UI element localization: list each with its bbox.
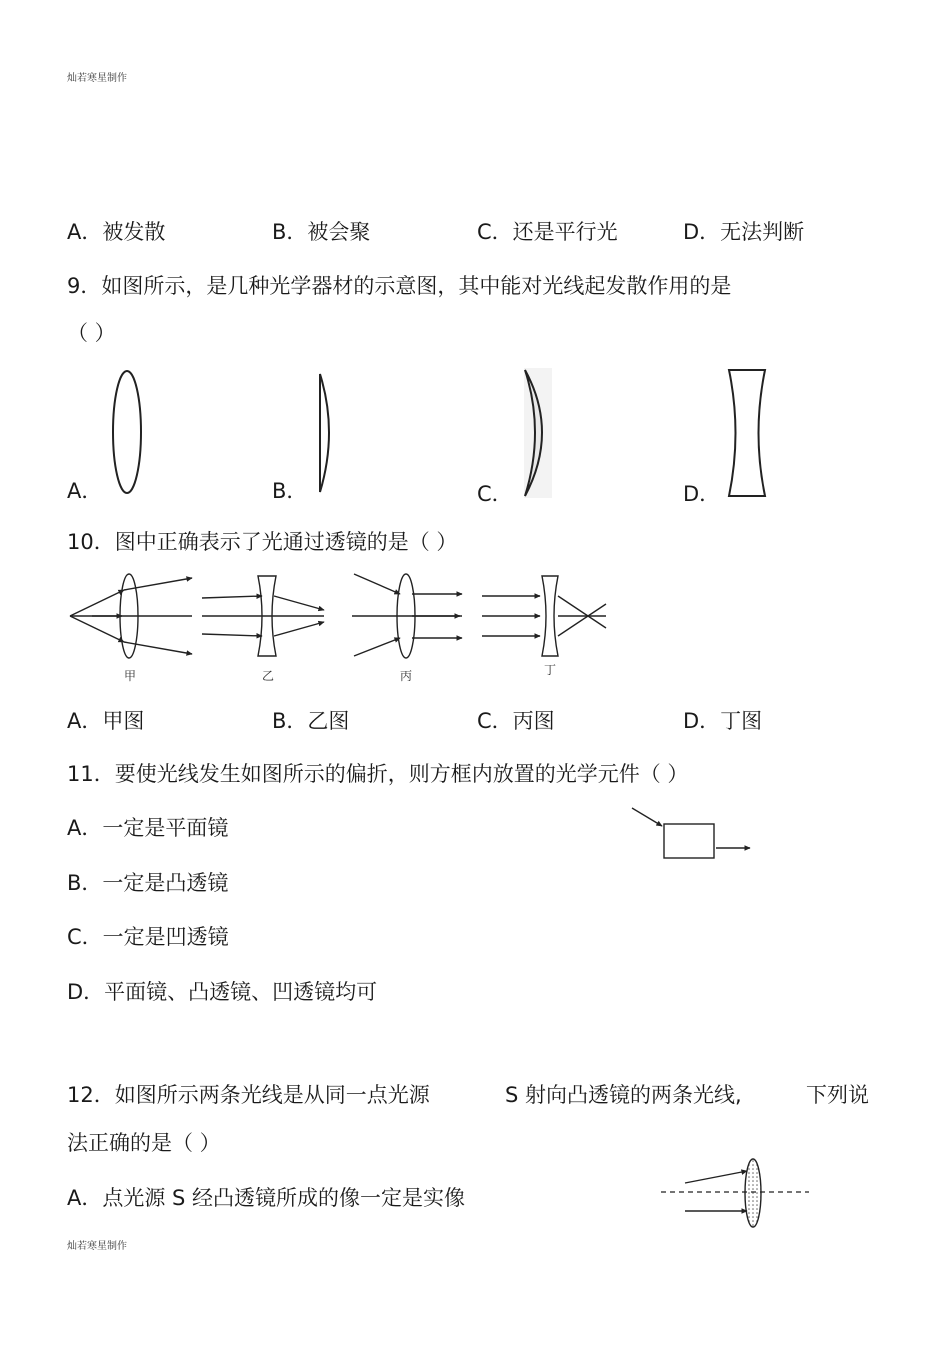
- q12-stem-part4: 法正确的是（ ）: [67, 1131, 221, 1155]
- q8-option-d: D．无法判断: [683, 220, 805, 244]
- q11-box-figure: [628, 804, 758, 864]
- q11-stem: 11．要使光线发生如图所示的偏折，则方框内放置的光学元件（ ）: [67, 762, 689, 786]
- biconcave-lens-figure: [722, 366, 772, 500]
- biconvex-lens-figure: [105, 368, 155, 498]
- q8-option-b: B．被会聚: [272, 220, 371, 244]
- caption-yi: 乙: [262, 669, 275, 683]
- page-header: 灿若寒星制作: [67, 73, 127, 84]
- q12-lens-figure: [655, 1155, 815, 1233]
- meniscus-lens-figure: [515, 366, 560, 500]
- q12-stem-part3: 下列说: [806, 1083, 869, 1107]
- caption-jia: 甲: [124, 669, 137, 683]
- q9-stem: 9．如图所示，是几种光学器材的示意图，其中能对光线起发散作用的是: [67, 274, 732, 298]
- diagram-bing: [352, 574, 462, 658]
- caption-bing: 丙: [400, 669, 413, 683]
- q10-stem: 10．图中正确表示了光通过透镜的是（ ）: [67, 530, 458, 554]
- q9-answer-paren: （ ）: [67, 321, 116, 345]
- q10-ray-diagrams: [62, 568, 622, 686]
- q12-stem-part2: S 射向凸透镜的两条光线,: [505, 1083, 742, 1107]
- q11-option-c: C．一定是凹透镜: [67, 925, 229, 949]
- diagram-jia: [70, 574, 192, 658]
- q11-option-d: D．平面镜、凸透镜、凹透镜均可: [67, 980, 378, 1004]
- caption-ding: 丁: [544, 663, 557, 677]
- q12-option-a: A．点光源 S 经凸透镜所成的像一定是实像: [67, 1186, 466, 1210]
- q10-option-a: A．甲图: [67, 709, 145, 733]
- q11-option-a: A．一定是平面镜: [67, 816, 229, 840]
- q10-option-d: D．丁图: [683, 709, 763, 733]
- q9-label-b: B．: [272, 479, 308, 503]
- q9-label-a: A．: [67, 479, 103, 503]
- q11-option-b: B．一定是凸透镜: [67, 871, 229, 895]
- q12-stem-part1: 12．如图所示两条光线是从同一点光源: [67, 1083, 430, 1107]
- q8-option-a: A．被发散: [67, 220, 166, 244]
- q10-option-b: B．乙图: [272, 709, 350, 733]
- plano-convex-lens-figure: [308, 370, 348, 496]
- q9-label-d: D．: [683, 482, 721, 506]
- q9-label-c: C．: [477, 482, 513, 506]
- q10-option-c: C．丙图: [477, 709, 555, 733]
- q8-option-c: C．还是平行光: [477, 220, 618, 244]
- diagram-yi: [202, 576, 324, 656]
- page-footer: 灿若寒星制作: [67, 1241, 127, 1252]
- diagram-ding: [482, 576, 606, 656]
